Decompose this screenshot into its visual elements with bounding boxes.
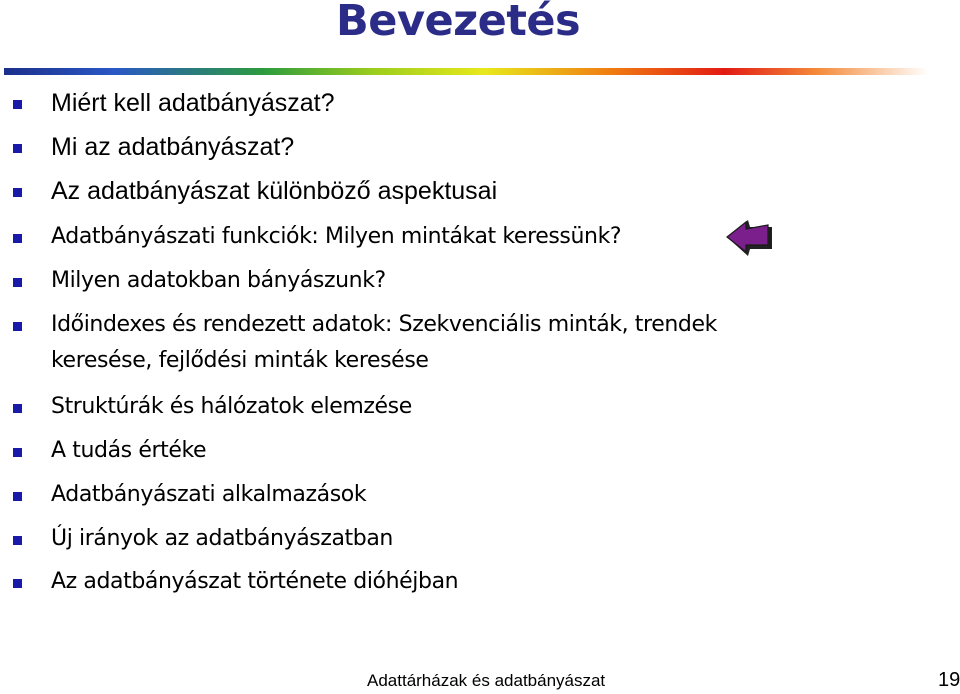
list-item-text: Milyen adatokban bányászunk? [51,268,386,293]
list-item-text: Időindexes és rendezett adatok: Szekvenciális minták, trendek [51,312,717,337]
list-item-text: Struktúrák és hálózatok elemzése [51,394,412,419]
footer-text: Adattárházak és adatbányászat [367,671,606,690]
square-bullet-icon [13,234,22,243]
square-bullet-icon [13,278,22,287]
square-bullet-icon [13,536,22,545]
square-bullet-icon [13,188,22,197]
list-item-text: Az adatbányászat története dióhéjban [51,569,459,594]
list-item-text: Adatbányászati funkciók: Milyen mintákat keressünk? [51,224,622,249]
square-bullet-icon [13,492,22,501]
list-item-text: Miért kell adatbányászat? [51,89,335,117]
title-divider [4,68,928,75]
slide-title: Bevezetés [336,0,581,46]
square-bullet-icon [13,448,22,457]
square-bullet-icon [13,579,22,588]
square-bullet-icon [13,322,22,331]
list-item-text: Adatbányászati alkalmazások [51,482,367,507]
square-bullet-icon [13,144,22,153]
list-item-text: Mi az adatbányászat? [51,133,295,161]
page-number: 19 [938,669,960,691]
square-bullet-icon [13,404,22,413]
list-item-text: A tudás értéke [51,438,207,463]
list-item-text: Új irányok az adatbányászatban [51,526,393,551]
square-bullet-icon [13,100,22,109]
list-item-text: Az adatbányászat különböző aspektusai [51,177,498,205]
left-arrow-icon [726,218,774,258]
list-item-text-continued: keresése, fejlődési minták keresése [51,348,429,373]
